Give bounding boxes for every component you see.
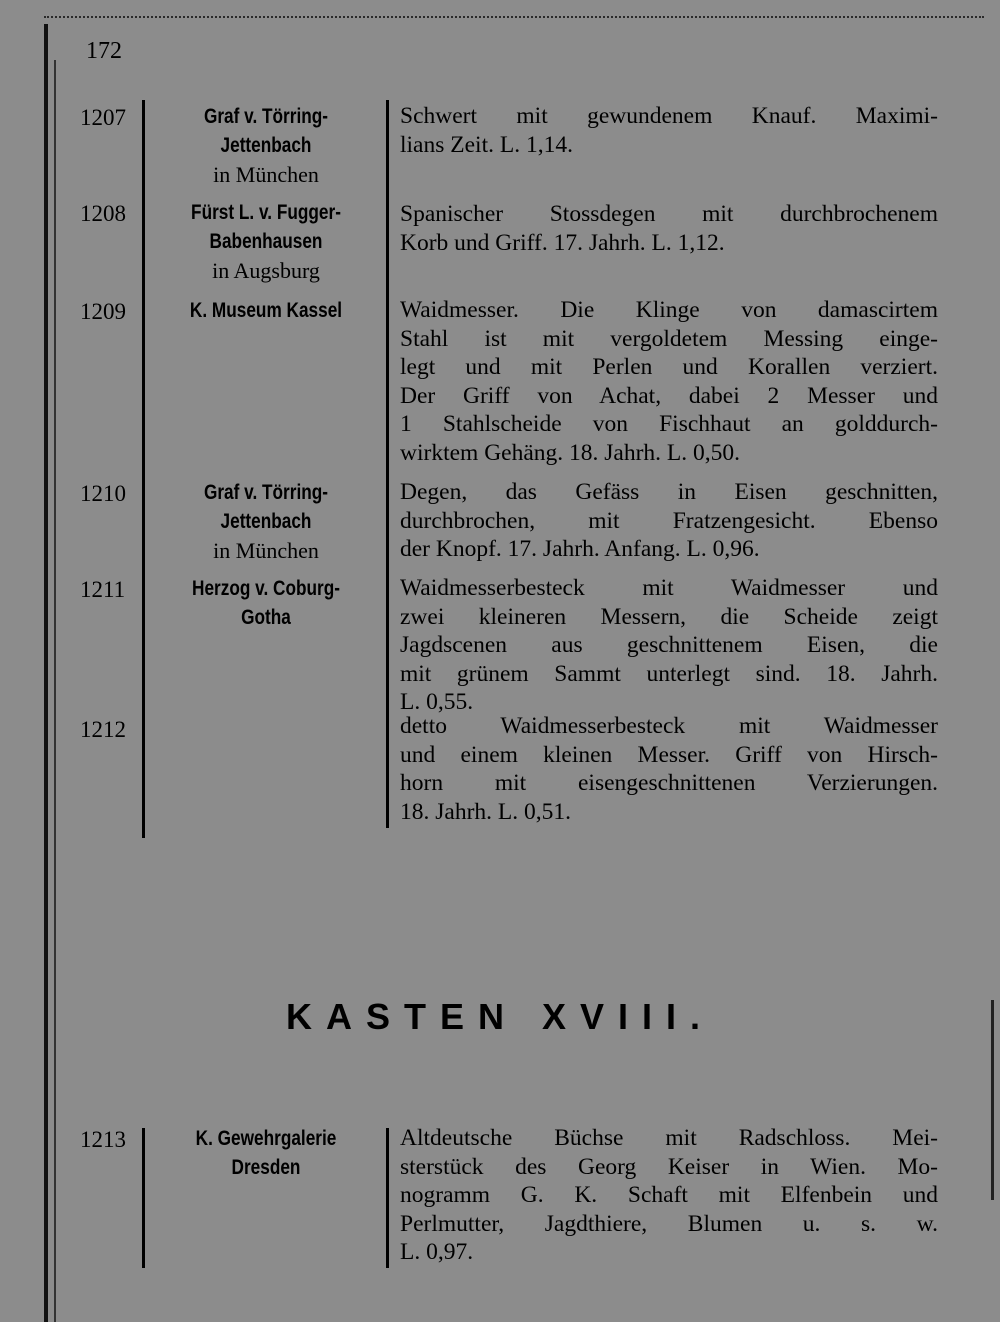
owner-line: in München	[213, 538, 319, 563]
description-line: legt und mit Perlen und Korallen verziert.	[400, 354, 938, 381]
description-line: durchbrochen, mit Fratzengesicht. Ebenso	[400, 507, 938, 534]
entry-owner	[150, 102, 382, 189]
description-column-rule	[386, 100, 389, 828]
owner-line: in München	[213, 162, 319, 187]
description-line: detto Waidmesserbesteck mit Waidmesser	[400, 713, 938, 739]
description-line: wirktem Gehäng. 18. Jahrh. L. 0,50.	[400, 439, 741, 466]
section-heading: KASTEN XVIII.	[285, 996, 715, 1037]
owner-line: Jettenbach	[220, 134, 312, 157]
description-line: 18. Jahrh. L. 0,51.	[400, 798, 572, 825]
description-line: Perlmutter, Jagdthiere, Blumen u. s. w.	[400, 1210, 938, 1237]
description-line: horn mit eisengeschnittenen Verzierungen.	[400, 770, 938, 797]
entry-owner	[150, 1124, 382, 1182]
binding-edge	[44, 24, 48, 1322]
owner-line: Gotha	[241, 606, 291, 629]
entry-description	[400, 200, 938, 257]
description-line: Schwert mit gewundenem Knauf. Maximi-	[400, 103, 938, 129]
entry-owner	[150, 574, 382, 632]
entry-number: 1211	[80, 577, 126, 602]
description-line: Korb und Griff. 17. Jahrh. L. 1,12.	[400, 229, 725, 256]
owner-line: Graf v. Törring-	[203, 105, 329, 128]
description-column-rule-2	[386, 1128, 389, 1268]
entry-number: 1212	[80, 717, 126, 742]
description-line: L. 0,97.	[400, 1239, 474, 1266]
owner-line: Fürst L. v. Fugger-	[191, 201, 341, 224]
entry-description	[400, 296, 938, 468]
description-line: Jagdscenen aus geschnittenem Eisen, die	[400, 632, 938, 659]
owner-line: Jettenbach	[220, 510, 312, 533]
entry-number: 1207	[80, 105, 126, 130]
description-line: mit grünem Sammt unterlegt sind. 18. Jahrh.	[400, 660, 938, 687]
description-line: Spanischer Stossdegen mit durchbrochenem	[400, 201, 938, 227]
description-line: Stahl ist mit vergoldetem Messing einge-	[400, 325, 938, 352]
entry-owner	[150, 198, 382, 285]
number-column-rule	[142, 100, 145, 838]
description-line: Der Griff von Achat, dabei 2 Messer und	[400, 382, 938, 409]
page-top-edge	[44, 16, 984, 26]
description-line: Waidmesser. Die Klinge von damascirtem	[400, 297, 938, 323]
description-line: 1 Stahlscheide von Fischhaut an golddurch-	[400, 411, 938, 438]
description-line: sterstück des Georg Keiser in Wien. Mo-	[400, 1153, 938, 1180]
entry-description	[400, 102, 938, 159]
description-line: L. 0,55.	[400, 689, 474, 716]
binding-edge-inner	[54, 60, 56, 1322]
entry-description	[400, 1124, 938, 1267]
entry-number: 1208	[80, 201, 126, 226]
description-line: zwei kleineren Messern, die Scheide zeigt	[400, 603, 938, 630]
owner-line: Dresden	[231, 1156, 301, 1179]
entry-description	[400, 574, 938, 717]
owner-line: in Augsburg	[212, 258, 320, 283]
owner-line: Herzog v. Coburg-	[192, 577, 340, 600]
description-line: der Knopf. 17. Jahrh. Anfang. L. 0,96.	[400, 536, 760, 563]
entry-number: 1213	[80, 1127, 126, 1152]
entry-owner	[150, 478, 382, 565]
owner-line: Babenhausen	[209, 230, 323, 253]
entry-description	[400, 478, 938, 564]
description-line: und einem kleinen Messer. Griff von Hirsch-	[400, 741, 938, 768]
description-line: nogramm G. K. Schaft mit Elfenbein und	[400, 1182, 938, 1209]
description-line: lians Zeit. L. 1,14.	[400, 131, 573, 158]
description-line: Degen, das Gefäss in Eisen geschnitten,	[400, 479, 938, 505]
number-column-rule-2	[142, 1128, 145, 1268]
owner-line: Graf v. Törring-	[203, 481, 329, 504]
entry-number: 1209	[80, 299, 126, 324]
description-line: Waidmesserbesteck mit Waidmesser und	[400, 575, 938, 601]
entry-number: 1210	[80, 481, 126, 506]
entry-description	[400, 712, 938, 826]
description-line: Altdeutsche Büchse mit Radschloss. Mei-	[400, 1125, 938, 1151]
page-number: 172	[86, 38, 122, 64]
owner-line: K. Gewehrgalerie	[195, 1127, 337, 1150]
entry-owner	[150, 296, 382, 325]
owner-line: K. Museum Kassel	[189, 299, 343, 322]
